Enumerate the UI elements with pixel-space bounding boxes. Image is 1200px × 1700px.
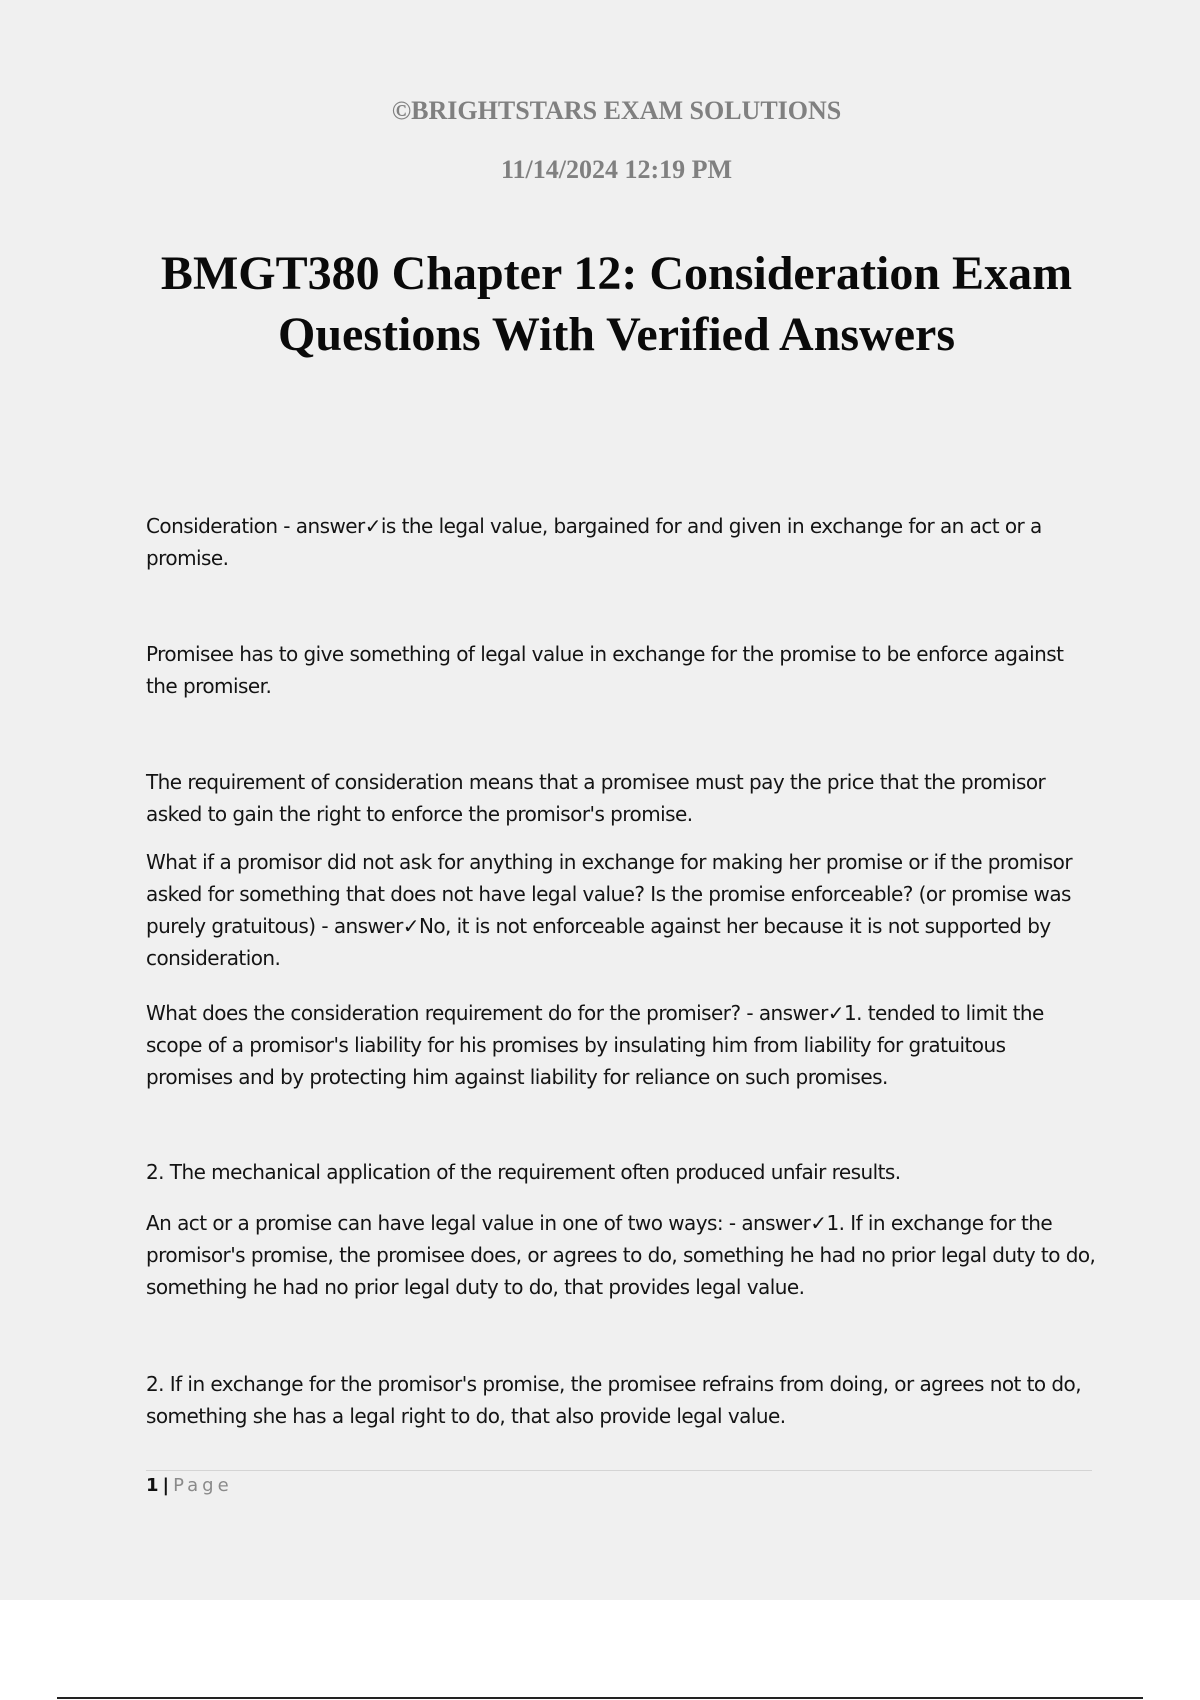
paragraph-consideration: Consideration - answer✓is the legal value, bargained for and given in exchange for an act or a promise.	[146, 514, 1042, 570]
title-line-1: BMGT380 Chapter 12: Consideration Exam	[160, 247, 1073, 300]
brand-header: ©BRIGHTSTARS EXAM SOLUTIONS	[391, 96, 842, 125]
footer-separator: |	[162, 1475, 170, 1496]
paragraph-promisee: Promisee has to give something of legal value in exchange for the promise to be enforce against the promiser.	[146, 642, 1064, 698]
paragraph-refrain: 2. If in exchange for the promisor's promise, the promisee refrains from doing, or agrees not to do, something she has a legal right to do, that also provide legal value.	[146, 1372, 1082, 1428]
paragraph-gratuitous-question: What if a promisor did not ask for anything in exchange for making her promise or if the promisor asked for something that does not have legal value? Is the promise enforceable? (or promise was purely gratuitous) - answer✓No, it is not enforceable against her because it is not supported by consideration.	[146, 850, 1073, 970]
page-footer	[146, 1475, 233, 1496]
page-number: 1	[146, 1475, 159, 1496]
paragraph-mechanical: 2. The mechanical application of the requirement often produced unfair results.	[146, 1160, 901, 1184]
paragraph-requirement: The requirement of consideration means that a promisee must pay the price that the promisor asked to gain the right to enforce the promisor's promise.	[146, 770, 1046, 826]
page-label: Page	[173, 1475, 233, 1496]
timestamp: 11/14/2024 12:19 PM	[500, 155, 733, 184]
paragraph-legal-value: An act or a promise can have legal value in one of two ways: - answer✓1. If in exchange for the promisor's promise, the promisee does, or agrees to do, something he had no prior legal duty to do, something he had no prior legal duty to do, that provides legal value.	[146, 1211, 1096, 1299]
next-page-divider	[57, 1697, 1143, 1699]
document-title	[100, 243, 1133, 365]
paragraph-requirement-question: What does the consideration requirement do for the promiser? - answer✓1. tended to limit the scope of a promisor's liability for his promises by insulating him from liability for gratuitous promises and by protecting him against liability for reliance on such promises.	[146, 1001, 1044, 1089]
footer-rule	[146, 1470, 1092, 1471]
title-line-2: Questions With Verified Answers	[278, 308, 955, 361]
